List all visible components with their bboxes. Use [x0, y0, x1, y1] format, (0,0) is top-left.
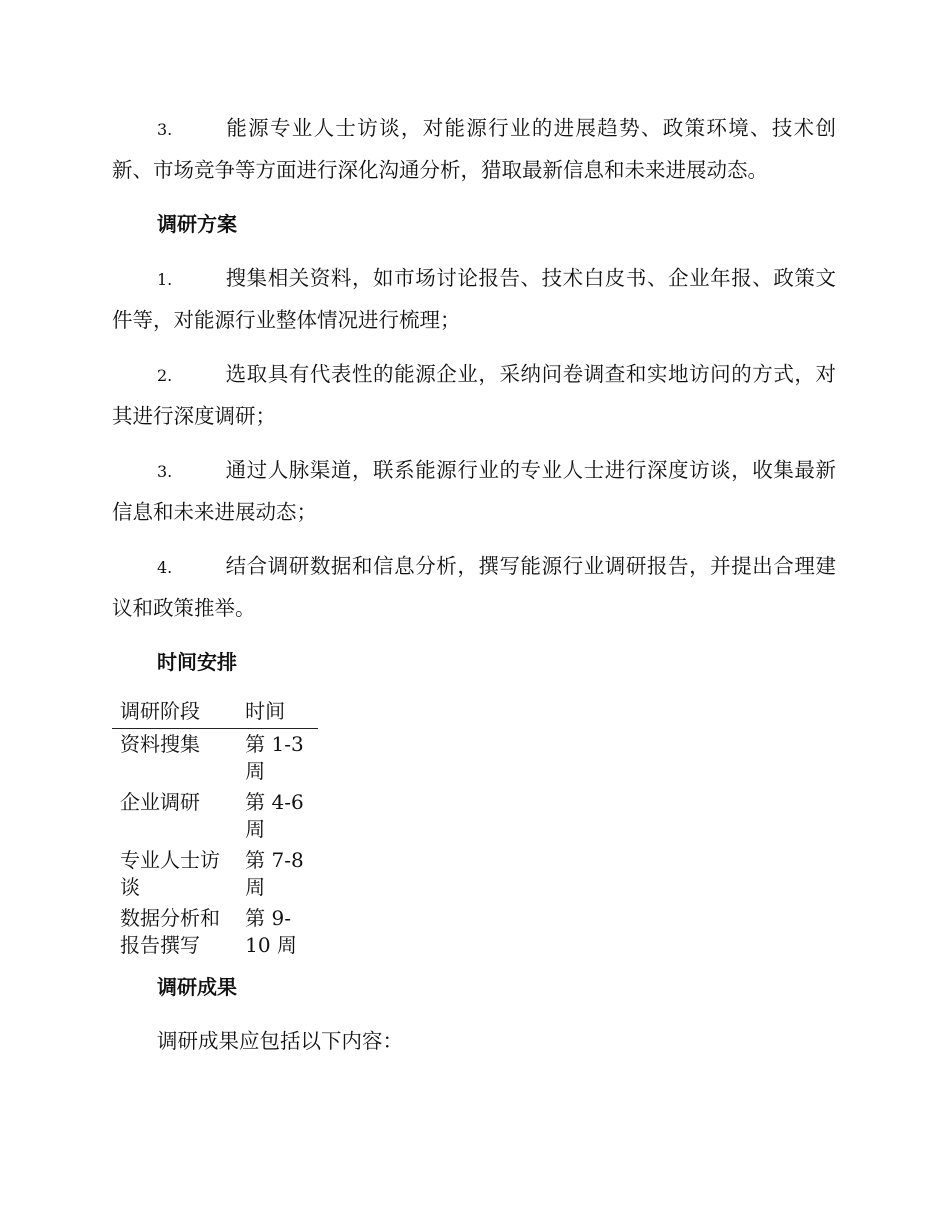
table-cell: 企业调研: [120, 790, 200, 814]
list-text: 通过人脉渠道，联系能源行业的专业人士进行深度访谈，收集最新信息和未来进展动态；: [112, 458, 836, 524]
table-row: [112, 903, 318, 961]
list-number: 3.: [157, 462, 173, 481]
list-item: [112, 108, 836, 190]
table-cell: 数据分析和报告撰写: [120, 906, 220, 957]
table-row: [112, 729, 318, 788]
table-cell: 第 4-6 周: [245, 790, 304, 841]
list-number: 3.: [157, 120, 173, 139]
table-row: [112, 845, 318, 903]
list-item: [112, 450, 836, 532]
table-header-row: [112, 696, 318, 729]
table-cell: 资料搜集: [120, 732, 200, 756]
table-cell: 专业人士访谈: [120, 848, 220, 899]
list-number: 4.: [157, 558, 173, 577]
list-number: 2.: [157, 366, 173, 385]
list-text: 选取具有代表性的能源企业，采纳问卷调查和实地访问的方式，对其进行深度调研；: [112, 362, 836, 428]
list-text: 能源专业人士访谈，对能源行业的进展趋势、政策环境、技术创新、市场竞争等方面进行深化沟通分析，猎取最新信息和未来进展动态。: [112, 116, 836, 182]
table-cell: 第 1-3 周: [245, 732, 304, 783]
list-text: 搜集相关资料，如市场讨论报告、技术白皮书、企业年报、政策文件等，对能源行业整体情况进行梳理；: [112, 266, 836, 332]
table-cell: 第 9-10 周: [245, 906, 297, 957]
list-item: [112, 546, 836, 628]
list-item: [112, 258, 836, 340]
schedule-table: [112, 696, 318, 961]
list-text: 结合调研数据和信息分析，撰写能源行业调研报告，并提出合理建议和政策推举。: [112, 554, 836, 620]
table-header-cell: 调研阶段: [112, 696, 237, 729]
list-number: 1.: [157, 270, 173, 289]
table-cell: 第 7-8 周: [245, 848, 304, 899]
list-item: [112, 354, 836, 436]
document-page: [112, 108, 836, 1075]
section-heading-schedule: 时间安排: [157, 650, 237, 674]
section-heading-plan: 调研方案: [157, 212, 237, 236]
table-header-cell: 时间: [237, 696, 318, 729]
section-heading-results: 调研成果: [157, 975, 237, 999]
table-row: [112, 787, 318, 845]
results-intro: 调研成果应包括以下内容：: [157, 1029, 403, 1053]
